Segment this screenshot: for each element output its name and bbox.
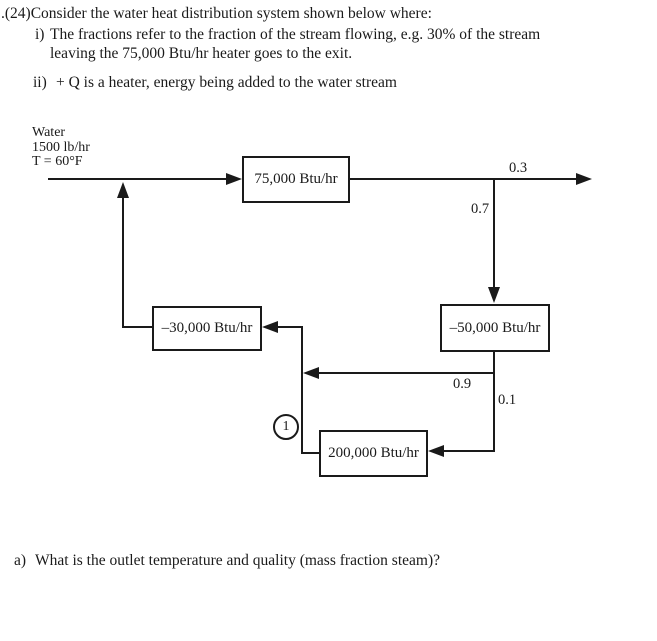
feed-arrowhead <box>226 173 242 185</box>
heater-200-outlet-line <box>302 452 319 454</box>
list-item-ii-line1: + Q is a heater, energy being added to the water stream <box>56 74 397 91</box>
recycle-arrowhead <box>117 182 129 198</box>
exit-stream-line <box>350 178 577 180</box>
branch-07-line <box>493 178 495 289</box>
heater-box-75000 <box>242 156 350 203</box>
fraction-label-exit: 0.3 <box>509 160 528 176</box>
list-item-i-marker: i) <box>35 26 45 43</box>
heater-box-200000 <box>319 430 428 477</box>
fraction-label-07: 0.7 <box>471 201 490 217</box>
heater-box-neg30000 <box>152 306 262 351</box>
heater-75000-label: 75,000 Btu/hr <box>254 171 338 187</box>
heater-neg30000-label: –30,000 Btu/hr <box>161 320 253 336</box>
inlet-label-line2: 1500 lb/hr <box>32 139 90 155</box>
feed-stream-line <box>48 178 228 180</box>
stream-1-marker-label: 1 <box>282 419 290 434</box>
list-item-i-line2: leaving the 75,000 Btu/hr heater goes to the exit. <box>50 45 353 62</box>
heater-200000-label: 200,000 Btu/hr <box>328 445 419 461</box>
list-item-ii-marker: ii) <box>33 74 47 91</box>
stream-09-line <box>317 372 494 374</box>
heater-neg50000-label: –50,000 Btu/hr <box>449 319 541 336</box>
stream-1-marker <box>273 414 299 440</box>
question-text: What is the outlet temperature and quality (mass fraction steam)? <box>35 552 441 569</box>
into-neg30-arrowhead <box>262 321 278 333</box>
list-item-i-line1: The fractions refer to the fraction of the stream flowing, e.g. 30% of the stream <box>50 26 541 43</box>
branch-07-arrowhead <box>488 287 500 303</box>
exit-arrowhead <box>576 173 592 185</box>
inlet-label-line1: Water <box>32 125 66 140</box>
stream-01-arrowhead <box>428 445 444 457</box>
stream-09-arrowhead <box>303 367 319 379</box>
recycle-line <box>122 196 124 328</box>
fraction-label-01: 0.1 <box>498 392 517 408</box>
problem-heading: .(24)Consider the water heat distribution system shown below where: <box>1 5 432 22</box>
fraction-label-09: 0.9 <box>453 376 472 392</box>
neg50-outlet-line <box>493 352 495 452</box>
stream-01-line <box>442 450 494 452</box>
neg30-outlet-line <box>122 326 152 328</box>
into-neg30-line <box>276 326 302 328</box>
question-marker: a) <box>14 552 27 569</box>
inlet-label-line3: T = 60°F <box>32 154 83 169</box>
riser-line <box>301 326 303 454</box>
inlet-stream-label <box>32 126 90 170</box>
heater-box-neg50000 <box>440 304 550 352</box>
